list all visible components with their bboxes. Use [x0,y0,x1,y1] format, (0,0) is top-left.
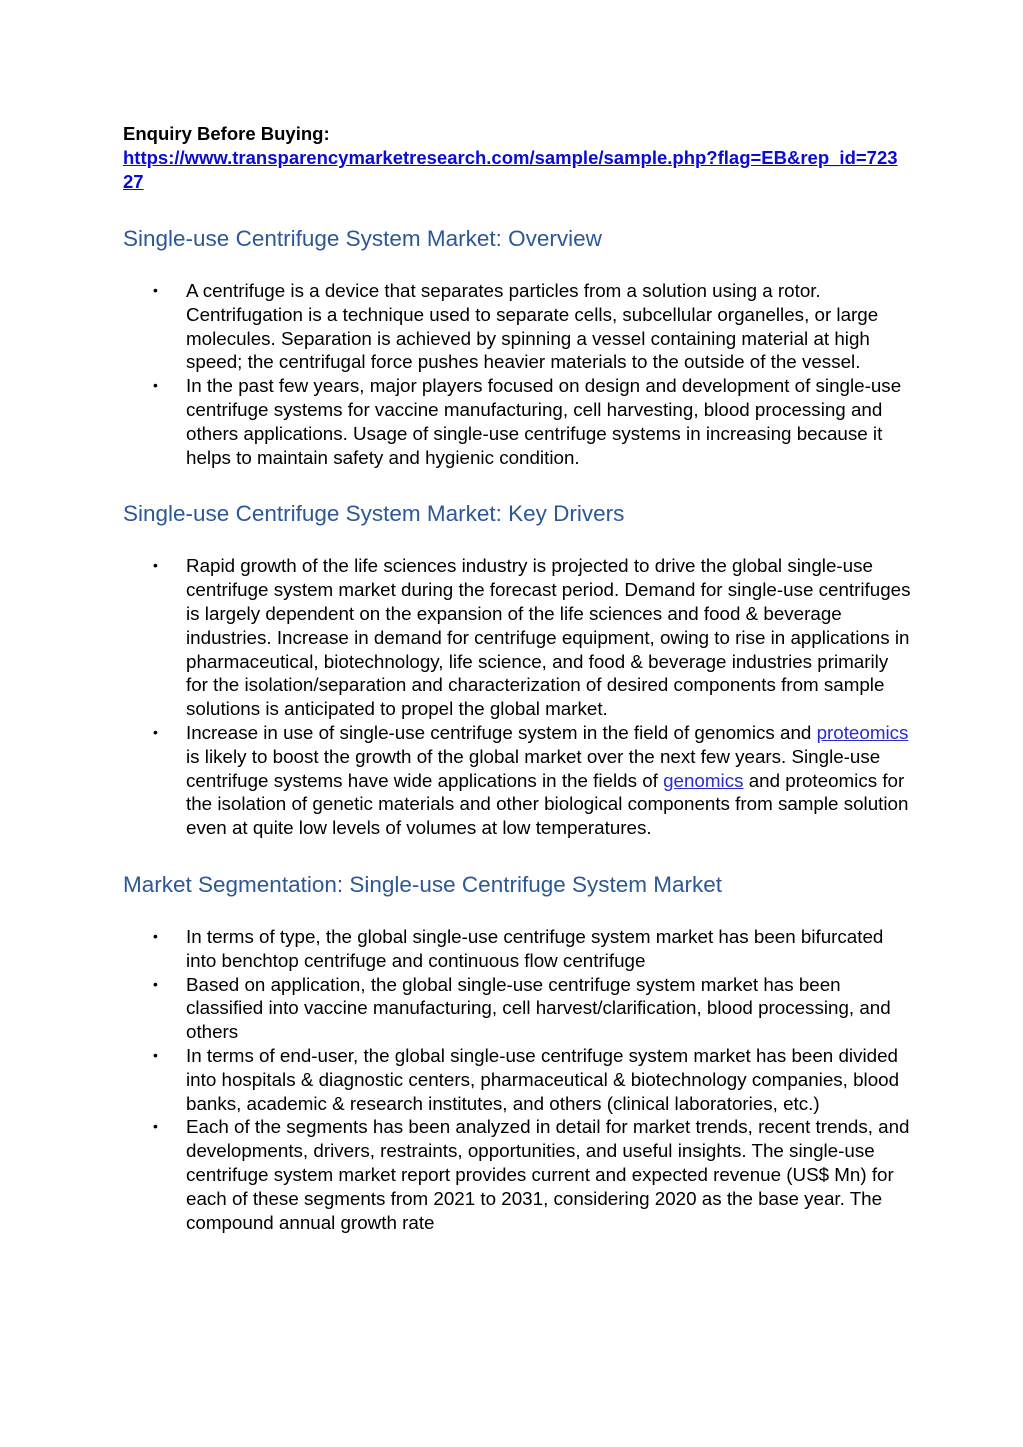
overview-heading: Single-use Centrifuge System Market: Overview [123,226,602,251]
list-item [123,1115,913,1234]
overview-list [123,279,913,469]
drivers-heading: Single-use Centrifuge System Market: Key Drivers [123,501,625,527]
bullet-icon: • [153,1118,158,1135]
list-item-text: Rapid growth of the life sciences industry is projected to drive the global single-use centrifuge system market during the forecast period. Demand for single-use centrifuges is largely dependent on the expansion of the life sciences and food & beverage industries. Increase in demand for centrifuge equipment, owing to rise in applications in pharmaceutical, biotechnology, life science, and food & beverage industries primarily for the isolation/separation and characterization of desired components from sample solutions is anticipated to propel the global market. [186,555,911,720]
list-item-text: Based on application, the global single-use centrifuge system market has been classified into vaccine manufacturing, cell harvest/clarification, blood processing, and others [186,973,891,1043]
list-item-text: A centrifuge is a device that separates particles from a solution using a rotor. Centrifugation is a technique used to separate cells, subcellular organelles, or large molecules. Separation is achieved by spinning a vessel containing material at high speed; the centrifugal force pushes heavier materials to the outside of the vessel. [186,280,879,373]
list-item [123,554,913,721]
enquiry-label: Enquiry Before Buying: [123,123,330,144]
bullet-icon: • [153,282,158,298]
proteomics-link[interactable]: proteomics [816,721,909,743]
list-item-text: In terms of end-user, the global single-use centrifuge system market has been divided into hospitals & diagnostic centers, pharmaceutical & biotechnology companies, blood banks, academic & research institutes, and others (clinical laboratories, etc.) [186,1044,900,1114]
genomics-link[interactable]: genomics [663,769,744,791]
bullet-icon: • [153,377,158,394]
segmentation-heading: Market Segmentation: Single-use Centrifuge System Market [123,871,723,897]
list-item-text: In the past few years, major players focused on design and development of single-use centrifuge systems for vaccine manufacturing, cell harvesting, blood processing and others applications. Usage of single-use centrifuge systems in increasing because it helps to maintain safety and hygienic condition. [186,375,902,468]
list-item [123,279,913,374]
bullet-icon: • [153,975,158,992]
list-item [123,973,913,1044]
list-item [123,374,913,469]
list-item-text: In terms of type, the global single-use centrifuge system market has been bifurcated into benchtop centrifuge and continuous flow centrifuge [186,925,884,971]
bullet-icon: • [153,723,158,740]
list-item-text-part2: is likely to boost the growth of the global market over the next few years. Single-use centrifuge systems have wide applications in the fields of [186,745,881,791]
drivers-list [123,554,913,840]
segmentation-list [123,925,913,1234]
bullet-icon: • [153,1046,158,1063]
enquiry-link[interactable]: https://www.transparencymarketresearch.com/sample/sample.php?flag=EB&rep_id=72327 [123,147,898,192]
bullet-icon: • [153,557,158,574]
list-item [123,925,913,973]
list-item-text-part3: and proteomics for the isolation of genetic materials and other biological components from sample solution even at quite low levels of volumes at low temperatures. [186,769,909,839]
list-item-text-part1: Increase in use of single-use centrifuge system in the field of genomics and [186,721,817,743]
list-item [123,1044,913,1115]
bullet-icon: • [153,927,158,944]
document-page [123,122,913,1234]
list-item [123,721,913,840]
list-item-text: Each of the segments has been analyzed in detail for market trends, recent trends, and developments, drivers, restraints, opportunities, and useful insights. The single-use centrifuge system market report provides current and expected revenue (US$ Mn) for each of these segments from 2021 to 2031, considering 2020 as the base year. The compound annual growth rate [186,1116,910,1233]
